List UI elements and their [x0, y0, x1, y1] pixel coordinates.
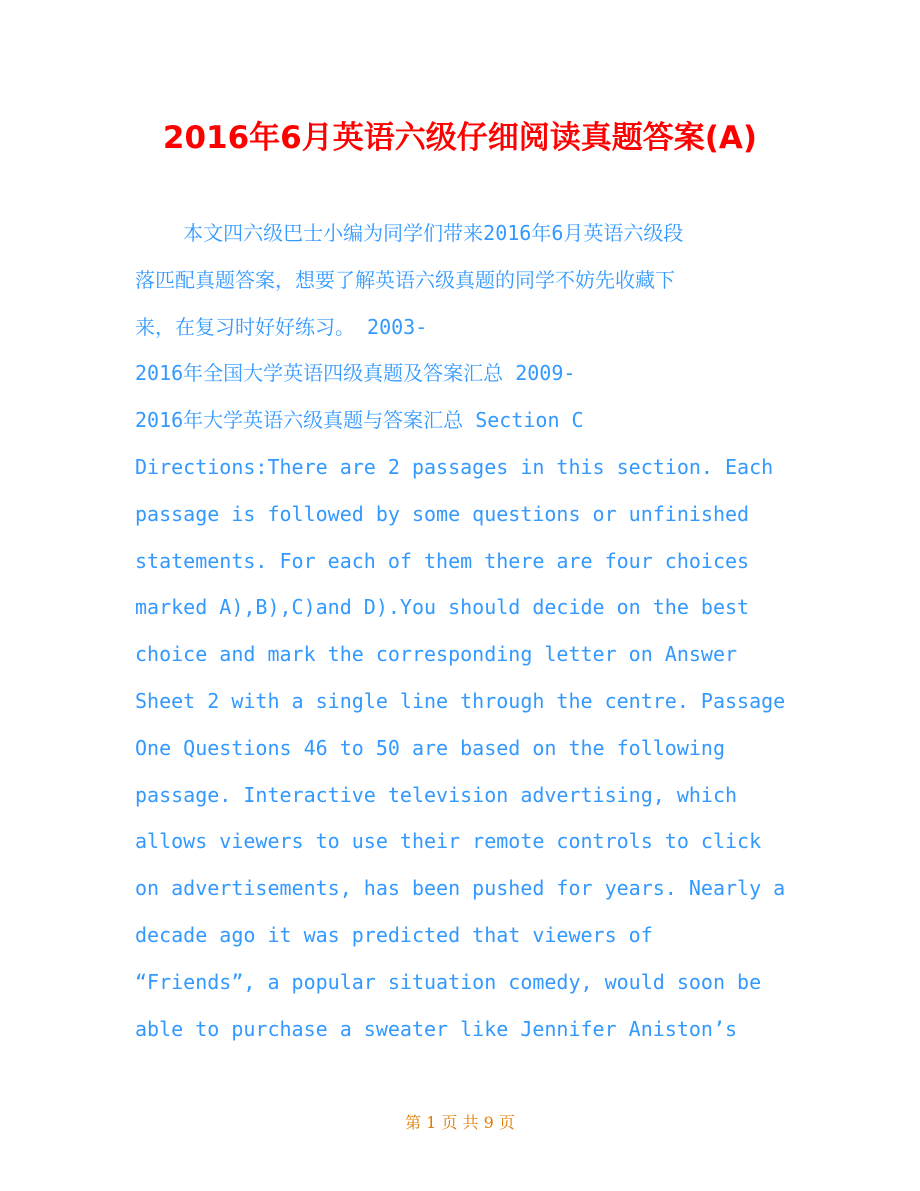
body-line: 2016年全国大学英语四级真题及答案汇总 2009-	[135, 361, 576, 386]
body-line: choice and mark the corresponding letter on Answer	[135, 642, 738, 667]
body-line: 本文四六级巴士小编为同学们带来2016年6月英语六级段	[135, 221, 684, 245]
body-line: One Questions 46 to 50 are based on the following	[135, 735, 726, 760]
body-line: allows viewers to use their remote controls to click	[135, 829, 762, 854]
body-line: 落匹配真题答案，想要了解英语六级真题的同学不妨先收藏下	[135, 267, 675, 292]
body-line: 来，在复习时好好练习。 2003-	[135, 314, 428, 339]
body-line: Directions:There are 2 passages in this section. Each	[135, 454, 774, 479]
document-title: 2016年6月英语六级仔细阅读真题答案(A)	[162, 120, 758, 156]
body-line: decade ago it was predicted that viewers of	[135, 922, 653, 947]
body-line: Sheet 2 with a single line through the centre. Passage	[135, 688, 786, 713]
body-line: on advertisements, has been pushed for years. Nearly a	[135, 876, 786, 901]
body-line: “Friends”, a popular situation comedy, would soon be	[135, 969, 762, 994]
body-line: 2016年大学英语六级真题与答案汇总 Section C	[135, 408, 584, 433]
document-body	[135, 210, 795, 1052]
body-line: passage. Interactive television advertising, which	[135, 782, 738, 807]
body-line: able to purchase a sweater like Jennifer Aniston’s	[135, 1016, 738, 1041]
body-line: statements. For each of them there are four choices	[135, 548, 750, 573]
body-line: marked A),B),C)and D).You should decide on the best	[135, 595, 750, 620]
page-number-footer: 第 1 页 共 9 页	[405, 1113, 515, 1132]
body-line: passage is followed by some questions or unfinished	[135, 501, 750, 526]
